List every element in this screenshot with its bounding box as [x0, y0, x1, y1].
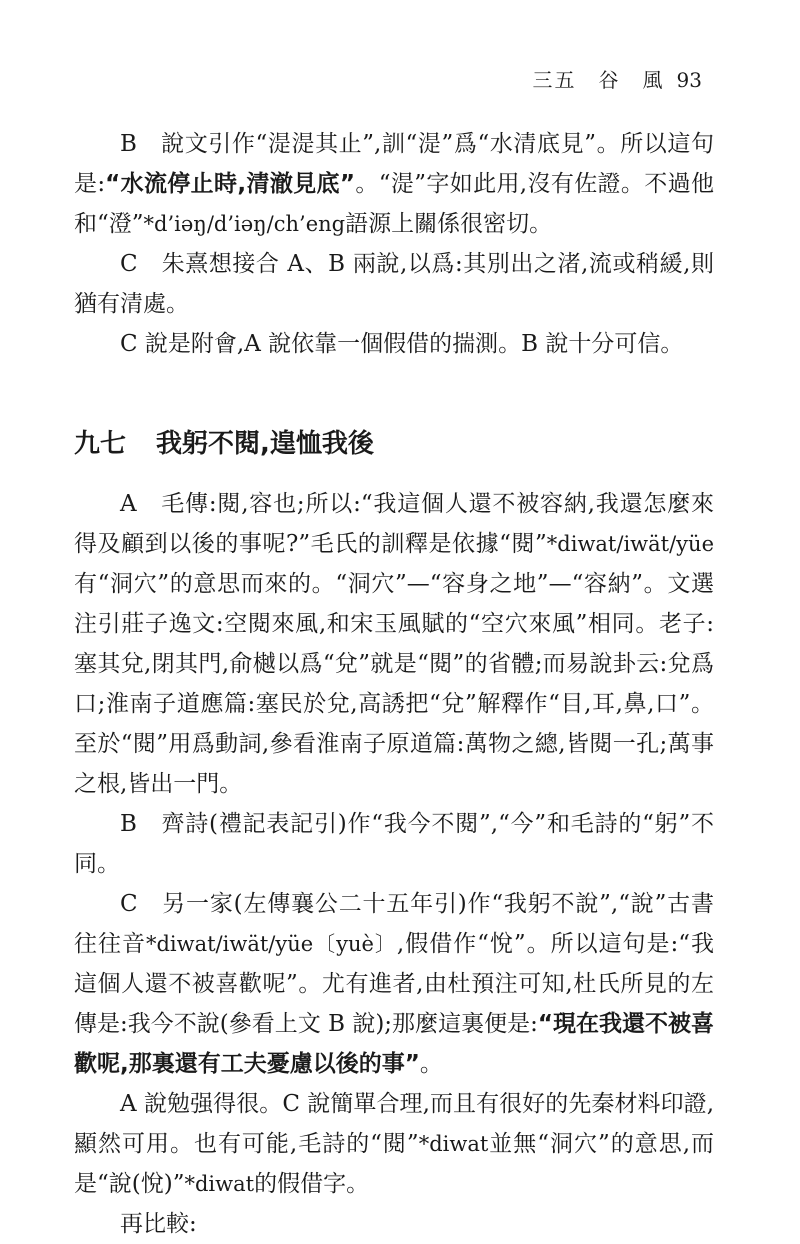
section-title: 我躬不閱,遑恤我後	[156, 429, 374, 459]
running-head-title: 三五 谷 風	[532, 68, 665, 92]
page-body	[74, 124, 714, 1244]
text-run: 有“洞穴”的意思而來的。“洞穴”—“容身之地”—“容納”。文選注引莊子逸文:空閱來風,和宋玉風賦的“空穴來風”相同。老子:塞其兌,閉其門,俞樾以爲“兌”就是“閱”的省體;而易說卦云:兌爲口;淮南子道應篇:塞民於兌,高誘把“兌”解釋作“目,耳,鼻,口”。至於“閱”用爲動詞,參看淮南子原道篇:萬物之總,皆閱一孔;萬事之根,皆出一門。	[74, 571, 714, 797]
paragraph-c-explanation: C 朱熹想接合 A、B 兩說,以爲:其別出之渚,流或稍緩,則猶有清處。	[74, 251, 714, 317]
text-run: 。“湜”字如此用,沒有佐證。不過他和“澄”	[74, 171, 714, 237]
bold-translation: “水流停止時,清澈見底”	[105, 171, 356, 197]
text-run: A 毛傳:閱,容也;所以:“我這個人還不被容納,我還怎麼來得及顧到以後的事呢?”毛氏的訓釋是依據“閱”	[74, 491, 714, 557]
section-gap	[74, 364, 714, 424]
section-number: 九七	[74, 429, 127, 459]
phonetic-reconstruction: *diwat/iwät/yüe〔yuè〕	[145, 932, 397, 956]
paragraph-a-explanation	[74, 484, 714, 804]
text-run: C 另一家(左傳襄公二十五年引)作“我躬不說”,“說”古書往往音	[74, 891, 714, 957]
text-run: A 說勉强得很。C 說簡單合理,而且有很好的先秦材料印證,顯然可用。也有可能,毛詩的“閱”	[74, 1091, 714, 1157]
paragraph-c-explanation	[74, 884, 714, 1084]
section-heading	[74, 424, 714, 464]
text-run: ,假借作“悅”。所以這句是:“我這個人還不被喜歡呢”。尤有進者,由杜預注可知,杜氏所見的左傳是:我今不說(參看上文 B 說);那麼這裏便是:	[74, 931, 715, 1037]
paragraph-compare: 再比較:	[120, 1211, 197, 1237]
bold-translation: “現在我還不被喜歡呢,那裏還有工夫憂慮以後的事”	[74, 1011, 714, 1077]
running-head	[533, 64, 702, 93]
phonetic-reconstruction: *d’iəŋ/d’iəŋ/ch’eng	[143, 212, 346, 236]
text-run: 。	[419, 1051, 443, 1077]
paragraph-conclusion	[74, 1084, 714, 1204]
page-number: 93	[676, 68, 702, 92]
phonetic-reconstruction: *diwat/iwät/yüe	[546, 532, 714, 556]
phonetic-reconstruction: *diwat	[418, 1132, 489, 1156]
phonetic-reconstruction: *diwat	[184, 1172, 255, 1196]
text-run: 並無“洞穴”的意思,而是“說(悅)”	[74, 1131, 715, 1197]
text-run: 語源上關係很密切。	[345, 211, 553, 237]
paragraph-b-explanation	[74, 124, 714, 244]
text-run: 的假借字。	[254, 1171, 370, 1197]
text-run: B 說文引作“湜湜其止”,訓“湜”爲“水清底見”。所以這句是:	[74, 131, 714, 197]
paragraph-b-explanation: B 齊詩(禮記表記引)作“我今不閱”,“今”和毛詩的“躬”不同。	[74, 811, 714, 877]
paragraph-conclusion: C 說是附會,A 說依靠一個假借的揣測。B 說十分可信。	[120, 331, 684, 357]
